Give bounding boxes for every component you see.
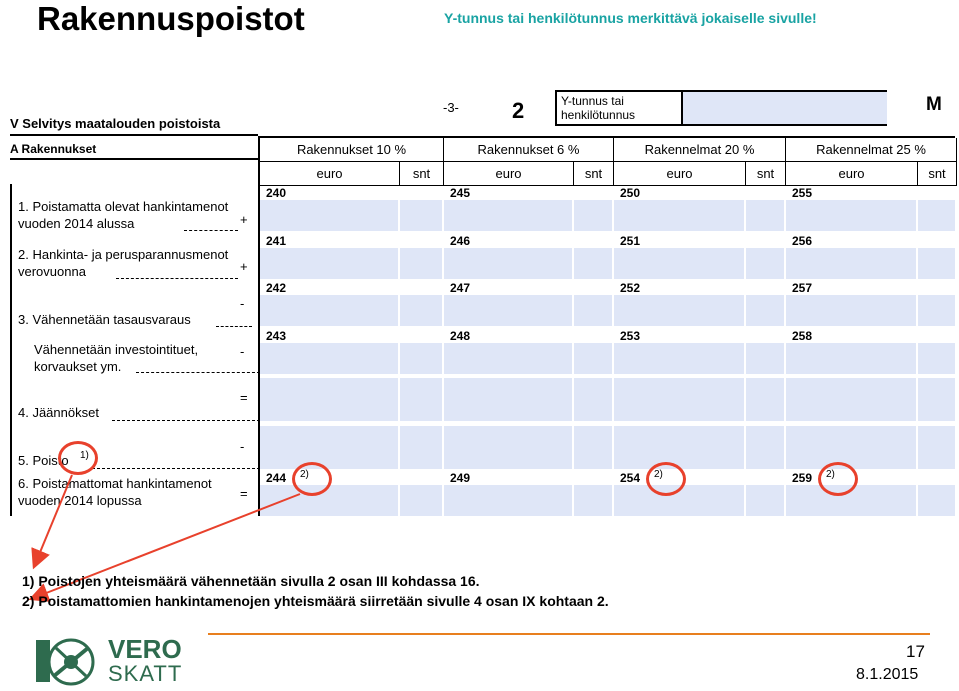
footer-rule <box>208 633 930 635</box>
euro-subheader: euro <box>614 162 746 186</box>
field-code: 258 <box>792 329 813 343</box>
logo-text-bottom: SKATT <box>108 661 183 686</box>
field-code: 241 <box>266 234 287 248</box>
row3b-label-line2: korvaukset ym. <box>34 359 122 374</box>
field-code: 252 <box>620 281 641 295</box>
field-code: 253 <box>620 329 641 343</box>
row3b-sign: - <box>240 344 245 359</box>
row3-sign-top: - <box>240 296 245 311</box>
row1-label-line1: 1. Poistamatta olevat hankintamenot <box>18 199 229 214</box>
field-code: 244 <box>266 471 287 485</box>
snt-subheader: snt <box>574 162 614 186</box>
field-note: 2) <box>826 469 835 480</box>
column-header: Rakennukset 10 % <box>260 138 444 162</box>
row1-label-line2: vuoden 2014 alussa <box>18 216 135 231</box>
field-code: 251 <box>620 234 641 248</box>
field-code: 254 <box>620 471 641 485</box>
row6-label-line2: vuoden 2014 lopussa <box>18 493 142 508</box>
footnote-2: 2) Poistamattomien hankintamenojen yhteismäärä siirretään sivulle 4 osan IX kohtaan 2. <box>22 593 609 609</box>
form-page-number: -3- <box>443 100 459 115</box>
field-note: 2) <box>654 469 663 480</box>
field-code: 248 <box>450 329 471 343</box>
id-label-line2: henkilötunnus <box>561 108 636 122</box>
id-label-line1: Y-tunnus tai <box>561 94 624 108</box>
form-number: 2 <box>512 98 525 123</box>
field-code: 240 <box>266 186 287 200</box>
row4-label: 4. Jäännökset <box>18 405 99 420</box>
row3-label: 3. Vähennetään tasausvaraus <box>18 312 191 327</box>
field-code: 257 <box>792 281 813 295</box>
euro-subheader: euro <box>260 162 400 186</box>
field-code: 247 <box>450 281 471 295</box>
row2-label-line2: verovuonna <box>18 264 86 279</box>
section-a-title: A Rakennukset <box>10 142 97 156</box>
field-code: 256 <box>792 234 813 248</box>
field-code: 243 <box>266 329 287 343</box>
logo-text-top: VERO <box>108 634 182 664</box>
column-header: Rakennelmat 20 % <box>614 138 786 162</box>
vero-skatt-logo <box>36 636 196 686</box>
snt-subheader: snt <box>746 162 786 186</box>
field-code: 259 <box>792 471 813 485</box>
m-letter: M <box>926 94 942 115</box>
row4-sign: = <box>240 390 248 405</box>
column-header: Rakennukset 6 % <box>444 138 614 162</box>
field-code: 255 <box>792 186 813 200</box>
row6-label-line1: 6. Poistamattomat hankintamenot <box>18 476 212 491</box>
euro-subheader: euro <box>444 162 574 186</box>
row2-label-line1: 2. Hankinta- ja perusparannusmenot <box>18 247 229 262</box>
section-title: V Selvitys maatalouden poistoista <box>10 116 221 131</box>
field-code: 249 <box>450 471 471 485</box>
field-code: 245 <box>450 186 471 200</box>
snt-subheader: snt <box>400 162 444 186</box>
page-title: Rakennuspoistot <box>37 0 305 37</box>
arrow-to-note1 <box>36 475 72 562</box>
row5-sign: - <box>240 439 245 454</box>
row6-sign: = <box>240 486 248 501</box>
row2-sign: + <box>240 259 248 274</box>
field-code: 242 <box>266 281 287 295</box>
row1-sign: + <box>240 212 248 227</box>
footnote-1: 1) Poistojen yhteismäärä vähennetään sivulla 2 osan III kohdassa 16. <box>22 573 480 589</box>
snt-subheader: snt <box>918 162 957 186</box>
slide-number: 17 <box>906 642 925 661</box>
column-header: Rakennelmat 25 % <box>786 138 957 162</box>
field-code: 246 <box>450 234 471 248</box>
field-note: 2) <box>300 469 309 480</box>
row5-label: 5. Poisto <box>18 453 69 468</box>
notice-text: Y-tunnus tai henkilötunnus merkittävä jokaiselle sivulle! <box>444 10 817 26</box>
slide-date: 8.1.2015 <box>856 666 919 683</box>
row3b-label-line1: Vähennetään investointituet, <box>34 342 199 357</box>
field-code: 250 <box>620 186 641 200</box>
euro-subheader: euro <box>786 162 918 186</box>
row5-note: 1) <box>80 450 89 461</box>
